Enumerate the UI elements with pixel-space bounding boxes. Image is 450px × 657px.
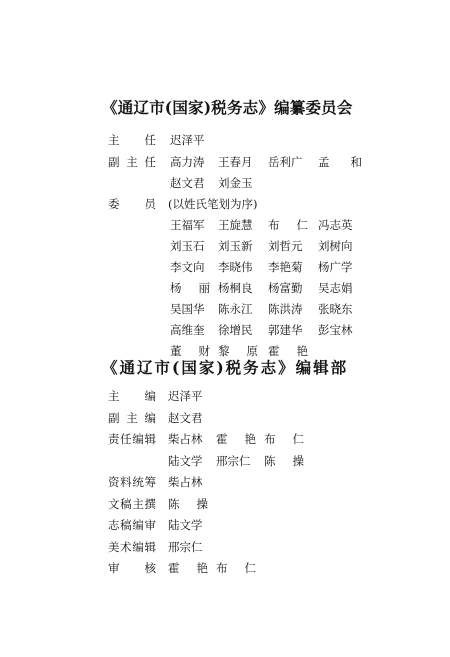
role-label: 审 核 xyxy=(108,561,156,575)
member-name: 张晓东 xyxy=(318,302,353,316)
deputy-name: 孟 和 xyxy=(318,155,362,169)
member-row xyxy=(0,301,450,321)
member-name: 高维奎 xyxy=(170,323,205,337)
member-name: 徐增民 xyxy=(218,323,253,337)
member-name: 彭宝林 xyxy=(318,323,353,337)
member-name: 李艳菊 xyxy=(268,260,303,274)
director-name: 迟泽平 xyxy=(170,133,205,147)
member-row xyxy=(0,238,450,258)
members-order-note: (以姓氏笔划为序) xyxy=(168,197,258,211)
staff-name: 陈 操 xyxy=(168,496,208,511)
member-name: 杨桐良 xyxy=(218,281,253,295)
member-name: 黎 原 xyxy=(218,344,258,358)
staff-name: 霍 艳 xyxy=(216,432,256,446)
staff-name: 邢宗仁 xyxy=(216,453,251,468)
role-label: 资 料 统 筹 xyxy=(108,475,156,489)
deputy-name: 王春月 xyxy=(218,155,253,169)
deputy-name: 刘金玉 xyxy=(218,176,253,190)
editorial-row xyxy=(0,388,450,408)
role-label: 文 稿 主 撰 xyxy=(108,496,156,511)
staff-name: 柴占林 xyxy=(168,475,203,489)
staff-name: 布 仁 xyxy=(216,561,256,575)
member-name: 杨广学 xyxy=(318,260,353,274)
committee-title: 《通辽市(国家)税务志》编纂委员会 xyxy=(102,98,353,117)
members-label-row xyxy=(0,196,450,216)
member-name: 李文向 xyxy=(170,260,205,274)
member-row xyxy=(0,322,450,342)
member-name: 刘玉新 xyxy=(218,239,253,253)
member-row xyxy=(0,280,450,300)
editorial-row xyxy=(0,453,450,473)
staff-name: 陈 操 xyxy=(264,453,304,468)
staff-name: 陆文学 xyxy=(168,518,203,532)
editorial-title: 《通辽市(国家)税务志》编辑部 xyxy=(102,358,349,377)
member-name: 吴国华 xyxy=(170,302,205,316)
member-name: 刘树向 xyxy=(318,239,353,253)
member-name: 郭建华 xyxy=(268,323,303,337)
member-name: 吴志娟 xyxy=(318,281,353,295)
member-name: 刘哲元 xyxy=(268,239,303,253)
members-label: 委 员 xyxy=(108,197,156,211)
member-name: 刘玉石 xyxy=(170,239,205,253)
editorial-row xyxy=(0,474,450,494)
director-label: 主 任 xyxy=(108,133,156,147)
staff-name: 陆文学 xyxy=(168,453,203,468)
member-name: 冯志英 xyxy=(318,218,353,232)
staff-name: 布 仁 xyxy=(264,432,304,446)
staff-name: 霍 艳 xyxy=(168,561,208,575)
deputy-name: 岳利广 xyxy=(268,155,303,169)
staff-name: 迟泽平 xyxy=(168,389,203,403)
member-name: 布 仁 xyxy=(268,218,308,232)
member-name: 陈永江 xyxy=(218,302,253,316)
member-name: 霍 艳 xyxy=(268,344,308,358)
deputy-row-1 xyxy=(0,154,450,174)
deputy-name: 高力涛 xyxy=(170,155,205,169)
member-name: 董 财 xyxy=(170,344,210,358)
member-name: 杨 丽 xyxy=(170,281,210,295)
editorial-row xyxy=(0,410,450,430)
staff-name: 邢宗仁 xyxy=(168,539,203,554)
member-row xyxy=(0,259,450,279)
role-label: 志 稿 编 审 xyxy=(108,518,156,532)
editorial-row xyxy=(0,539,450,559)
member-name: 杨富勤 xyxy=(268,281,303,295)
role-label: 美 术 编 辑 xyxy=(108,539,156,554)
role-label: 副 主 编 xyxy=(108,410,156,425)
member-name: 李晓伟 xyxy=(218,260,253,274)
role-label: 主 编 xyxy=(108,389,156,403)
editorial-row xyxy=(0,560,450,580)
role-label: 责 任 编 辑 xyxy=(108,432,156,446)
deputy-name: 赵文君 xyxy=(170,176,205,190)
director-row xyxy=(0,132,450,152)
editorial-row xyxy=(0,517,450,537)
staff-name: 赵文君 xyxy=(168,410,203,425)
staff-name: 柴占林 xyxy=(168,432,203,446)
member-name: 王福军 xyxy=(170,218,205,232)
editorial-row xyxy=(0,496,450,516)
deputy-row-2 xyxy=(0,175,450,195)
member-row xyxy=(0,217,450,237)
member-name: 陈洪涛 xyxy=(268,302,303,316)
deputy-label: 副 主 任 xyxy=(108,155,156,169)
editorial-row xyxy=(0,431,450,451)
member-name: 王旋慧 xyxy=(218,218,253,232)
